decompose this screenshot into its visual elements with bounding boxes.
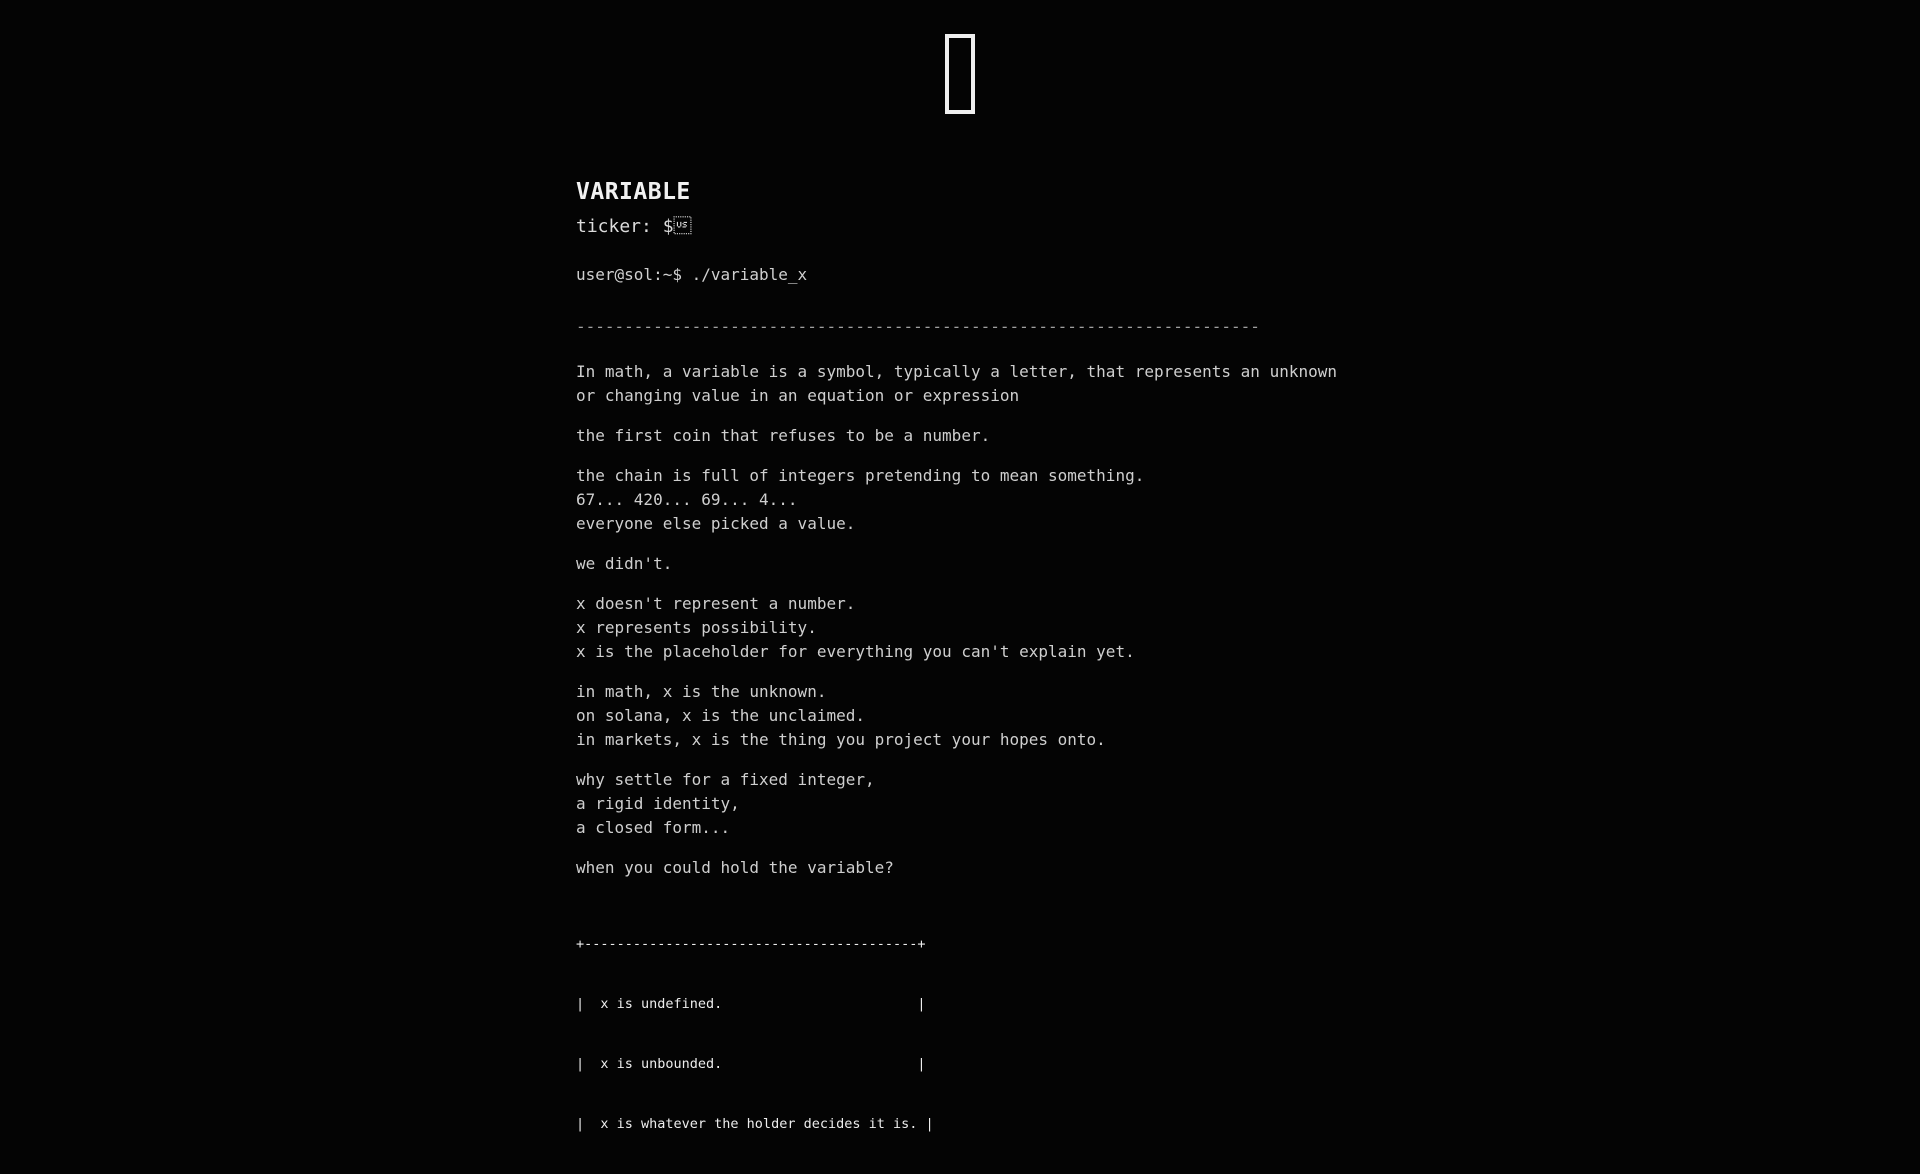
ascii-box-line: | x is whatever the holder decides it is. | — [576, 1116, 934, 1132]
paragraph-line: a closed form... — [576, 818, 731, 837]
paragraph-line: why settle for a fixed integer, — [576, 770, 875, 789]
paragraph-line: on solana, x is the unclaimed. — [576, 706, 865, 725]
paragraph-line: the chain is full of integers pretending to mean something. — [576, 466, 1145, 485]
missing-glyph-icon — [945, 34, 975, 114]
paragraph-line: 67... 420... 69... 4... — [576, 490, 798, 509]
paragraph — [576, 464, 1376, 536]
paragraph — [576, 592, 1376, 664]
paragraph-line: x doesn't represent a number. — [576, 594, 856, 613]
paragraph-line: In math, a variable is a symbol, typically a letter, that represents an unknown — [576, 362, 1337, 381]
paragraph-line: x represents possibility. — [576, 618, 817, 637]
page-title: VARIABLE — [576, 179, 691, 205]
paragraph-line: in math, x is the unknown. — [576, 682, 827, 701]
paragraph-line: a rigid identity, — [576, 794, 740, 813]
divider: ----------------------------------------------------------------------- — [576, 317, 1260, 336]
paragraph-line: x is the placeholder for everything you can't explain yet. — [576, 642, 1135, 661]
paragraphs — [576, 360, 1376, 880]
ascii-box-line: +-----------------------------------------+ — [576, 936, 926, 952]
paragraph-line: in markets, x is the thing you project your hopes onto. — [576, 730, 1106, 749]
paragraph — [576, 424, 1376, 448]
paragraph-line: or changing value in an equation or expression — [576, 386, 1020, 405]
paragraph — [576, 768, 1376, 840]
paragraph — [576, 552, 1376, 576]
paragraph-line: when you could hold the variable? — [576, 858, 894, 877]
paragraph — [576, 680, 1376, 752]
terminal-prompt: user@sol:~$ ./variable_x — [576, 265, 808, 284]
header — [0, 34, 1920, 118]
paragraph — [576, 856, 1376, 880]
paragraph-line: we didn't. — [576, 554, 673, 573]
paragraph-line: the first coin that refuses to be a number. — [576, 426, 991, 445]
ascii-box — [576, 894, 1376, 1174]
paragraph — [576, 360, 1376, 408]
paragraph-line: everyone else picked a value. — [576, 514, 856, 533]
ascii-box-line: | x is undefined. | — [576, 996, 926, 1012]
ticker-label: ticker: $ — [576, 216, 692, 237]
main-content — [576, 176, 1376, 1174]
ascii-box-line: | x is unbounded. | — [576, 1056, 926, 1072]
